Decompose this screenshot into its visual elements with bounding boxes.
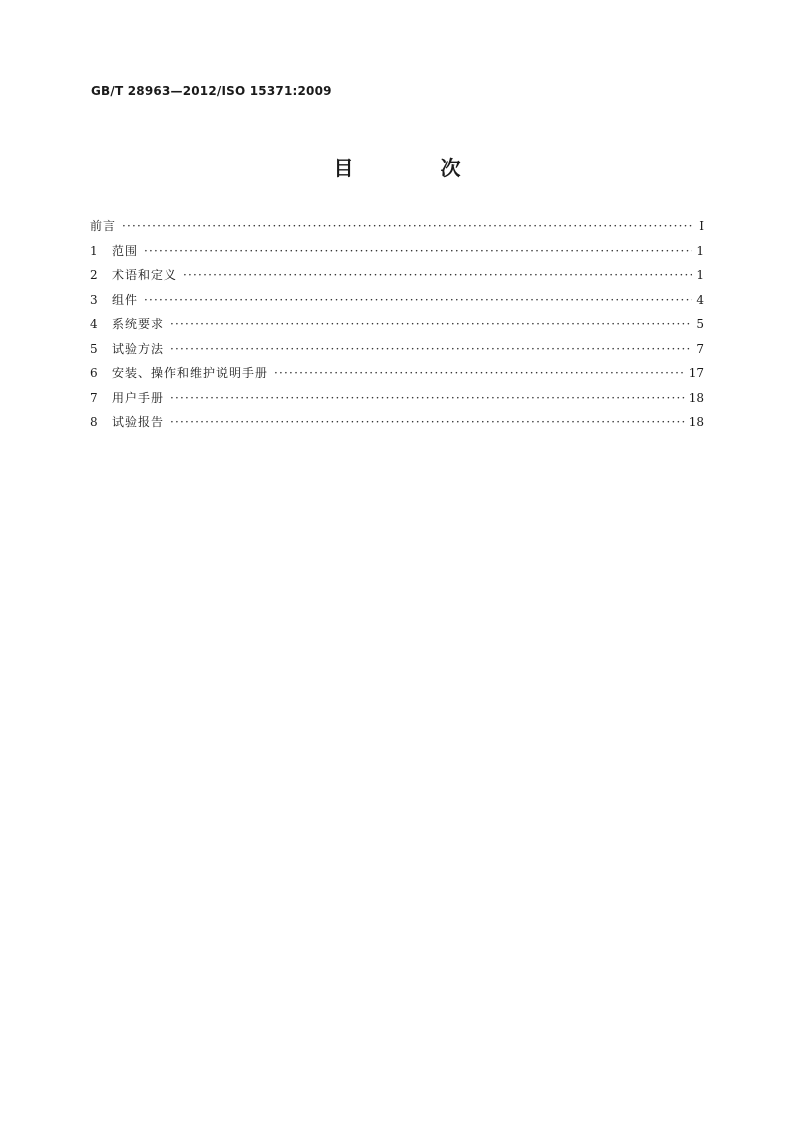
toc-entry-page: Ⅰ — [699, 219, 704, 233]
toc-entry-page: 17 — [688, 366, 704, 380]
toc-entry-terms[interactable] — [90, 265, 704, 290]
toc-leader-dots — [170, 339, 692, 359]
toc-entry-page: 4 — [696, 292, 704, 307]
toc-entry-page: 1 — [696, 268, 704, 282]
toc-entry-title: 试验方法 — [112, 341, 165, 356]
toc-entry-page: 7 — [696, 341, 704, 356]
toc-entry-title: 术语和定义 — [112, 268, 178, 282]
toc-leader-dots — [144, 241, 692, 261]
toc-entry-test-methods[interactable] — [90, 339, 704, 364]
toc-entry-number: 6 — [90, 366, 98, 380]
toc-entry-page: 5 — [696, 317, 704, 331]
toc-entry-title: 系统要求 — [112, 317, 165, 331]
toc-entry-number: 1 — [90, 243, 98, 258]
toc-entry-number: 3 — [90, 292, 98, 307]
toc-entry-number: 7 — [90, 390, 98, 405]
toc-entry-title: 范围 — [112, 243, 139, 258]
toc-entry-user-manual[interactable] — [90, 388, 704, 413]
toc-entry-number: 8 — [90, 415, 98, 429]
toc-entry-page: 18 — [688, 415, 704, 429]
toc-entry-number: 4 — [90, 317, 98, 331]
page-title: 目 次 — [333, 156, 501, 180]
toc-entry-title: 安装、操作和维护说明手册 — [112, 366, 269, 380]
toc-entry-page: 1 — [696, 243, 704, 258]
toc-entry-system-requirements[interactable] — [90, 314, 704, 339]
toc-entry-number: 2 — [90, 268, 98, 282]
toc-entry-page: 18 — [688, 390, 704, 405]
toc-entry-test-report[interactable] — [90, 412, 704, 437]
toc-entry-scope[interactable] — [90, 241, 704, 266]
toc-entry-title: 用户手册 — [112, 390, 165, 405]
toc-entry-number: 5 — [90, 341, 98, 356]
toc-leader-dots — [122, 216, 692, 236]
toc-leader-dots — [170, 314, 692, 334]
toc-entry-title: 前言 — [90, 219, 117, 233]
toc-entry-title: 组件 — [112, 292, 139, 307]
toc-entry-foreword[interactable] — [90, 216, 704, 241]
toc-leader-dots — [274, 363, 685, 383]
table-of-contents — [90, 216, 704, 437]
toc-entry-title: 试验报告 — [112, 415, 165, 429]
toc-entry-installation-manual[interactable] — [90, 363, 704, 388]
standard-number-header: GB/T 28963—2012/ISO 15371:2009 — [91, 84, 332, 98]
toc-leader-dots — [183, 265, 692, 285]
toc-leader-dots — [144, 290, 692, 310]
toc-leader-dots — [170, 388, 685, 408]
toc-entry-components[interactable] — [90, 290, 704, 315]
toc-leader-dots — [170, 412, 685, 432]
